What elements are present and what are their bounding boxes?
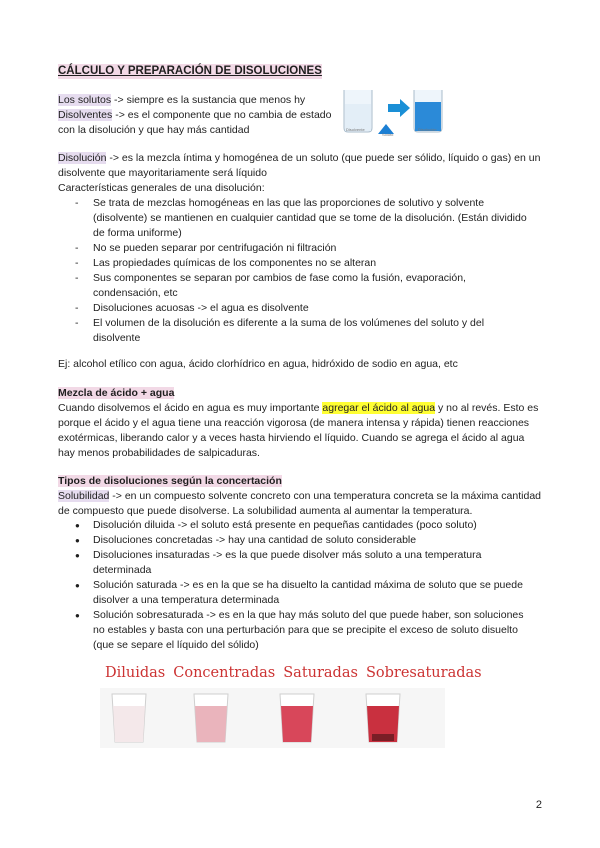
solutos-term: Los solutos bbox=[58, 94, 112, 106]
mezcla-heading: Mezcla de ácido + agua bbox=[58, 387, 175, 399]
tipos-list bbox=[75, 518, 530, 653]
list-item: - El volumen de la disolución es diferente a la suma de los volúmenes del soluto y del disolvente bbox=[75, 316, 530, 346]
solution-beaker-icon bbox=[414, 90, 442, 132]
label-diluidas: Diluidas bbox=[105, 665, 166, 681]
list-item: - Las propiedades químicas de los componentes no se alteran bbox=[75, 256, 530, 271]
mezcla-paragraph: Cuando disolvemos el ácido en agua es muy importante agregar el ácido al agua y no al revés. Esto es porque el ácido y el agua tiene una reacción vigorosa (de manera intensa y rápida) tienen reacciones exotérmicas, liberando calor y a veces hasta hirviendo el líquido. Cuando se agrega el ácido al agua hay menos probabilidades de salpicaduras. bbox=[58, 402, 539, 459]
solubilidad-paragraph: Solubilidad -> en un compuesto solvente concreto con una temperatura concreta se la máxima cantidad de compuesto que puede disolverse. La solubilidad aumenta al aumentar la temperatura. bbox=[58, 490, 541, 517]
list-item: - Disoluciones acuosas -> el agua es disolvente bbox=[75, 301, 530, 316]
caracteristicas-list bbox=[75, 196, 530, 346]
list-item: - No se pueden separar por centrifugación ni filtración bbox=[75, 241, 530, 256]
arrow-icon bbox=[388, 99, 410, 117]
glass-concentrada-icon bbox=[194, 694, 228, 742]
list-item: ● Disoluciones concretadas -> hay una cantidad de soluto considerable bbox=[75, 533, 530, 548]
list-item: ● Disolución diluida -> el soluto está presente en pequeñas cantidades (poco soluto) bbox=[75, 518, 530, 533]
ejemplo-text: Ej: alcohol etílico con agua, ácido clorhídrico en agua, hidróxido de sodio en agua, etc bbox=[58, 358, 458, 370]
list-item: ● Disoluciones insaturadas -> es la que puede disolver más soluto a una temperatura determinada bbox=[75, 548, 530, 578]
disolucion-text: -> es la mezcla íntima y homogénea de un soluto (que puede ser sólido, líquido o gas) en un disolvente que mayoritariamente será líquido bbox=[58, 152, 541, 179]
label-saturadas: Saturadas bbox=[283, 665, 358, 681]
list-item: - Sus componentes se separan por cambios de fase como la fusión, evaporación, condensación, etc bbox=[75, 271, 530, 301]
highlighted-text: agregar el ácido al agua bbox=[322, 402, 436, 414]
solutos-text: -> siempre es la sustancia que menos hy bbox=[111, 94, 306, 106]
disolventes-term: Disolventes bbox=[58, 109, 113, 121]
glass-diluida-icon bbox=[112, 694, 146, 742]
disolucion-term: Disolución bbox=[58, 152, 107, 164]
list-item: - Se trata de mezclas homogéneas en las que las proporciones de solutivo y solvente (disolvente) se mantienen en cualquier cantidad que se tome de la disolución. (Están dividido de forma uniforme) bbox=[75, 196, 530, 241]
list-item: ● Solución saturada -> es en la que se ha disuelto la cantidad máxima de soluto que se puede disolver a una temperatura determinada bbox=[75, 578, 530, 608]
page-number: 2 bbox=[535, 799, 542, 811]
label-sobresaturadas: Sobresaturadas bbox=[365, 665, 482, 681]
disolucion-paragraph bbox=[58, 151, 543, 196]
concentration-labels bbox=[105, 666, 490, 682]
glass-sobresaturada-icon bbox=[366, 694, 400, 742]
solvent-beaker-icon bbox=[344, 90, 372, 132]
list-item: ● Solución sobresaturada -> es en la que hay más soluto del que puede haber, son soluciones no estables y basta con una perturbación para que se precipite el exceso de soluto disuelto (que se separe el líquido del sólido) bbox=[75, 608, 530, 653]
tipos-heading: Tipos de disoluciones según la concertación bbox=[58, 475, 282, 487]
solubilidad-term: Solubilidad bbox=[58, 490, 110, 502]
label-concentradas: Concentradas bbox=[173, 665, 276, 681]
glass-saturada-icon bbox=[280, 694, 314, 742]
caracteristicas-label: Características generales de una disolución: bbox=[58, 182, 265, 194]
glasses-figure bbox=[100, 688, 445, 748]
page-title: CÁLCULO Y PREPARACIÓN DE DISOLUCIONES bbox=[58, 65, 322, 77]
disolventes-text: -> es el componente que no cambia de estado con la disolución y que hay más cantidad bbox=[58, 109, 332, 136]
intro-paragraph bbox=[58, 93, 333, 138]
